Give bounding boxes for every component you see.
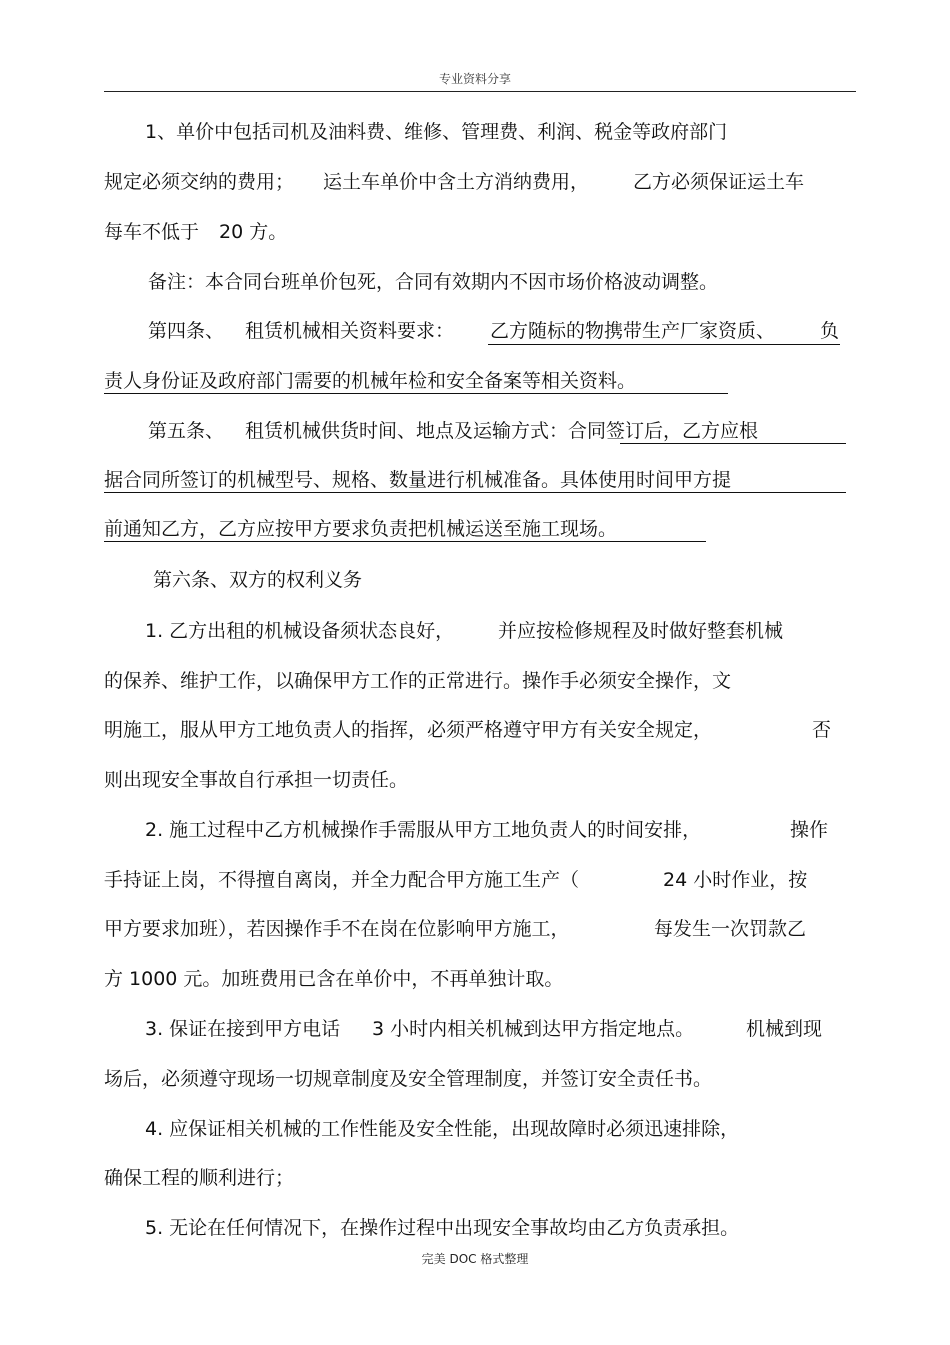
text-line: 2. 施工过程中乙方机械操作手需服从甲方工地负责人的时间安排，: [145, 819, 702, 841]
text-line: 否: [812, 719, 832, 741]
text-line: 方 1000 元。加班费用已含在单价中，不再单独计取。: [104, 968, 564, 990]
underline: [104, 541, 706, 542]
text-line: 第四条、: [148, 320, 225, 342]
text-line: 机械到现: [746, 1018, 823, 1040]
text-line: 规定必须交纳的费用；: [104, 171, 295, 193]
text-line: 运土车单价中含土方消纳费用，: [323, 171, 590, 193]
text-line: 每车不低于: [104, 221, 200, 243]
text-line: 5. 无论在任何情况下，在操作过程中出现安全事故均由乙方负责承担。: [145, 1217, 740, 1239]
text-line: 操作: [790, 819, 829, 841]
underline: [104, 393, 728, 394]
underline: [620, 443, 846, 444]
text-line: 确保工程的顺利进行；: [104, 1167, 295, 1189]
text-line: 4. 应保证相关机械的工作性能及安全性能，出现故障时必须迅速排除，: [145, 1118, 740, 1140]
page-footer: 完美 DOC 格式整理: [421, 1252, 529, 1266]
text-line: 第五条、: [148, 420, 225, 442]
text-line: 租赁机械相关资料要求：: [245, 320, 455, 342]
text-line: 3. 保证在接到甲方电话: [145, 1018, 341, 1040]
text-line: 责人身份证及政府部门需要的机械年检和安全备案等相关资料。: [104, 370, 637, 392]
text-line: 20 方。: [219, 221, 288, 243]
text-line: 场后，必须遵守现场一切规章制度及安全管理制度，并签订安全责任书。: [104, 1068, 713, 1090]
text-line: 手持证上岗，不得擅自离岗，并全力配合甲方施工生产（: [104, 869, 580, 891]
text-line: 则出现安全事故自行承担一切责任。: [104, 769, 409, 791]
text-line: 据合同所签订的机械型号、规格、数量进行机械准备。具体使用时间甲方提: [104, 469, 732, 491]
text-line: 每发生一次罚款乙: [654, 918, 807, 940]
underline: [488, 344, 840, 345]
text-line: 乙方随标的物携带生产厂家资质、: [490, 320, 776, 342]
text-line: 租赁机械供货时间、地点及运输方式：合同签订后，乙方应根: [245, 420, 759, 442]
text-line: 负: [820, 320, 840, 342]
text-line: 明施工，服从甲方工地负责人的指挥，必须严格遵守甲方有关安全规定，: [104, 719, 713, 741]
text-line: 前通知乙方，乙方应按甲方要求负责把机械运送至施工现场。: [104, 518, 618, 540]
text-line: 3 小时内相关机械到达甲方指定地点。: [372, 1018, 695, 1040]
text-line: 乙方必须保证运土车: [633, 171, 805, 193]
header-rule: [104, 91, 856, 92]
text-line: 备注：本合同台班单价包死，合同有效期内不因市场价格波动调整。: [148, 271, 719, 293]
text-line: 的保养、维护工作，以确保甲方工作的正常进行。操作手必须安全操作，文: [104, 670, 732, 692]
text-line: 24 小时作业，按: [663, 869, 808, 891]
text-line: 1、单价中包括司机及油料费、维修、管理费、利润、税金等政府部门: [145, 121, 728, 143]
section-heading: 第六条、双方的权利义务: [153, 569, 363, 591]
text-line: 1. 乙方出租的机械设备须状态良好，: [145, 620, 455, 642]
text-line: 并应按检修规程及时做好整套机械: [498, 620, 784, 642]
page-header: 专业资料分享: [438, 72, 511, 86]
text-line: 甲方要求加班），若因操作手不在岗在位影响甲方施工，: [104, 918, 570, 940]
underline: [104, 492, 846, 493]
